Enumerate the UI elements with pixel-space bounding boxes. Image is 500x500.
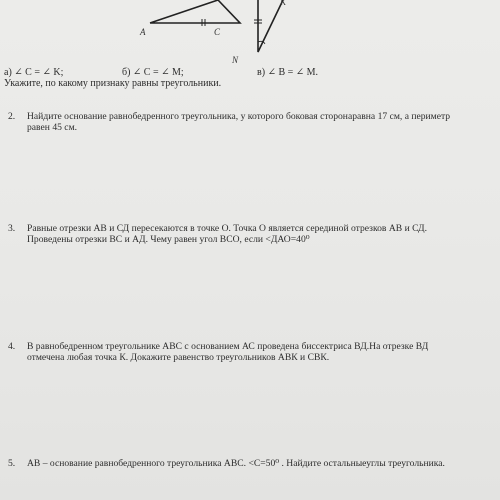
- instruction-text: Укажите, по какому признаку равны треугольники.: [4, 78, 222, 89]
- vertex-label-c: C: [214, 27, 221, 37]
- question-5: [8, 458, 488, 488]
- question-3: [8, 223, 488, 253]
- question-5-text: АВ – основание равнобедренного треугольника АВС. <С=50⁰ . Найдите остальныеуглы треугольника.: [27, 458, 445, 469]
- question-5-number: 5.: [8, 458, 16, 469]
- option-b-letter: б): [122, 67, 131, 78]
- vertex-label-n: N: [232, 55, 239, 65]
- question-4-number: 4.: [8, 341, 16, 352]
- question-2-text: Найдите основание равнобедренного треугольника, у которого боковая сторонаравна 17 см, а периметр равен 45 см.: [27, 111, 451, 133]
- option-a-letter: а): [4, 67, 12, 78]
- option-a: [4, 67, 63, 78]
- option-b: [122, 67, 184, 78]
- triangles-figure: [0, 0, 500, 70]
- option-c: [257, 67, 318, 78]
- question-3-text: Равные отрезки АВ и СД пересекаются в точке О. Точка О является серединой отрезков АВ и СД. Проведены отрезки ВС и АД. Чему равен угол ВСО, если <ДАО=40⁰: [27, 223, 427, 245]
- vertex-label-k: K: [280, 0, 287, 7]
- triangle-right: [258, 0, 283, 52]
- option-c-text: ∠ B = ∠ M.: [267, 67, 319, 78]
- option-a-text: ∠ C = ∠ K;: [14, 67, 64, 78]
- option-c-letter: в): [257, 67, 266, 78]
- question-4-text: В равнобедренном треугольнике АВС с основанием АС проведена биссектриса ВД.На отрезке ВД отмечена любая точка К. Докажите равенство треугольников АВК и СВК.: [27, 341, 429, 363]
- question-3-number: 3.: [8, 223, 16, 234]
- option-b-text: ∠ C = ∠ M;: [132, 67, 184, 78]
- vertex-label-a: A: [140, 27, 146, 37]
- question-2-number: 2.: [8, 111, 16, 122]
- question-4: [8, 341, 488, 371]
- triangle-left: [150, 0, 240, 23]
- question-2: [8, 111, 488, 141]
